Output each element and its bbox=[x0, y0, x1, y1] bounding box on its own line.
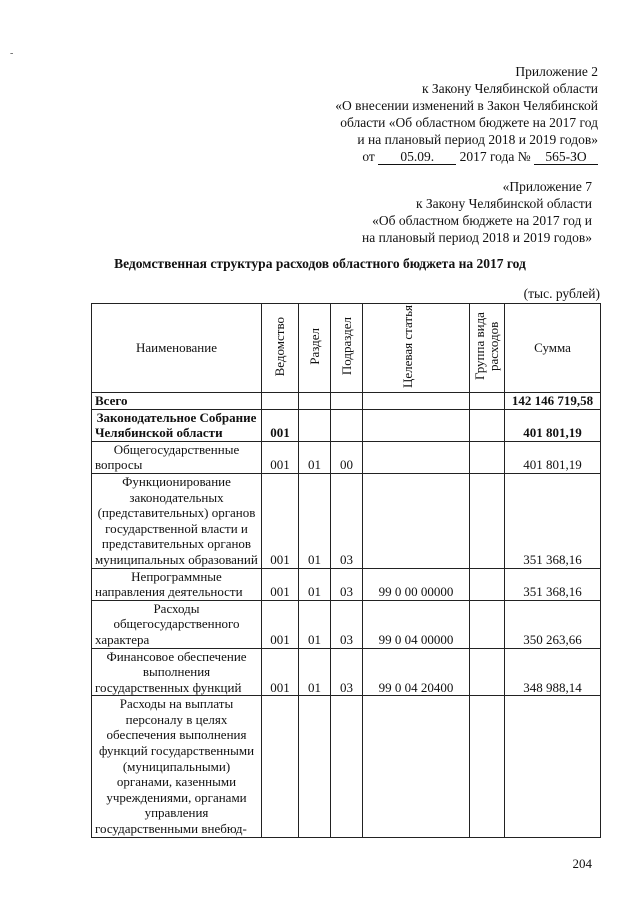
row-celevaya bbox=[363, 473, 470, 568]
row-summa bbox=[505, 696, 601, 837]
row-gruppa bbox=[470, 600, 505, 648]
col-header-celevaya-label: Целевая статья bbox=[400, 304, 415, 388]
row-ved: 001 bbox=[262, 600, 299, 648]
date-value: 05.09. bbox=[378, 150, 456, 165]
table-header bbox=[92, 304, 601, 393]
table-row bbox=[92, 473, 601, 568]
header-line: области «Об областном бюджете на 2017 год bbox=[340, 115, 598, 130]
header-line: к Закону Челябинской области bbox=[421, 81, 598, 96]
row-summa: 401 801,19 bbox=[505, 441, 601, 473]
row-summa: 401 801,19 bbox=[505, 409, 601, 441]
row-name: Расходы на выплаты персоналу в целях обеспечения выполнения функций государственными (муниципальными) органами, казенными учреждениями, органами управления государственными внебюд- bbox=[92, 696, 262, 837]
row-razdel bbox=[299, 393, 331, 410]
row-name: Финансовое обеспечение выполнения государственных функций bbox=[92, 648, 262, 696]
row-celevaya bbox=[363, 409, 470, 441]
row-ved: 001 bbox=[262, 409, 299, 441]
row-podrazdel bbox=[331, 696, 363, 837]
header-line: Приложение 2 bbox=[515, 64, 598, 79]
header-line: и на плановый период 2018 и 2019 годов» bbox=[357, 132, 598, 147]
col-header-name: Наименование bbox=[92, 304, 262, 393]
row-name: Функционирование законодательных (представительных) органов государственной власти и представительных органов муниципальных образований bbox=[92, 473, 262, 568]
row-ved: 001 bbox=[262, 473, 299, 568]
row-summa: 351 368,16 bbox=[505, 473, 601, 568]
date-mid: 2017 года № bbox=[459, 149, 531, 164]
row-celevaya: 99 0 04 00000 bbox=[363, 600, 470, 648]
col-header-podrazdel bbox=[331, 304, 363, 393]
units-label: (тыс. рублей) bbox=[523, 286, 600, 301]
row-gruppa bbox=[470, 409, 505, 441]
row-gruppa bbox=[470, 568, 505, 600]
row-razdel: 01 bbox=[299, 568, 331, 600]
law-date-line bbox=[335, 148, 598, 165]
row-razdel: 01 bbox=[299, 648, 331, 696]
row-name: Расходы общегосударственного характера bbox=[92, 600, 262, 648]
row-podrazdel bbox=[331, 409, 363, 441]
row-summa: 350 263,66 bbox=[505, 600, 601, 648]
row-gruppa bbox=[470, 648, 505, 696]
row-ved bbox=[262, 393, 299, 410]
row-ved: 001 bbox=[262, 648, 299, 696]
col-header-vedomstvo bbox=[262, 304, 299, 393]
row-podrazdel: 03 bbox=[331, 648, 363, 696]
header-line: к Закону Челябинской области bbox=[415, 196, 592, 211]
row-podrazdel: 03 bbox=[331, 568, 363, 600]
table-row bbox=[92, 393, 601, 410]
row-celevaya bbox=[363, 441, 470, 473]
row-podrazdel: 03 bbox=[331, 600, 363, 648]
row-summa: 348 988,14 bbox=[505, 648, 601, 696]
row-celevaya bbox=[363, 393, 470, 410]
table-row bbox=[92, 600, 601, 648]
row-ved: 001 bbox=[262, 568, 299, 600]
col-header-vedomstvo-label: Ведомство bbox=[272, 316, 287, 376]
row-podrazdel: 03 bbox=[331, 473, 363, 568]
row-name: Всего bbox=[92, 393, 262, 410]
col-header-razdel bbox=[299, 304, 331, 393]
row-summa: 142 146 719,58 bbox=[505, 393, 601, 410]
col-header-celevaya bbox=[363, 304, 470, 393]
col-header-podrazdel-label: Подраздел bbox=[338, 317, 354, 376]
header-line: «Приложение 7 bbox=[502, 179, 592, 194]
row-celevaya: 99 0 00 00000 bbox=[363, 568, 470, 600]
table-row bbox=[92, 568, 601, 600]
row-gruppa bbox=[470, 696, 505, 837]
row-razdel bbox=[299, 696, 331, 837]
budget-table bbox=[91, 303, 601, 838]
row-podrazdel: 00 bbox=[331, 441, 363, 473]
appendix-header bbox=[335, 63, 598, 165]
row-razdel: 01 bbox=[299, 600, 331, 648]
row-celevaya bbox=[363, 696, 470, 837]
table-row bbox=[92, 696, 601, 837]
table-row bbox=[92, 648, 601, 696]
row-razdel: 01 bbox=[299, 441, 331, 473]
row-name: Непрограммные направления деятельности bbox=[92, 568, 262, 600]
row-gruppa bbox=[470, 473, 505, 568]
row-razdel bbox=[299, 409, 331, 441]
header-line: «Об областном бюджете на 2017 год и bbox=[372, 213, 592, 228]
header-line: на плановый период 2018 и 2019 годов» bbox=[361, 230, 592, 245]
row-gruppa bbox=[470, 441, 505, 473]
page-title: Ведомственная структура расходов областного бюджета на 2017 год bbox=[114, 256, 526, 271]
col-header-razdel-label: Раздел bbox=[306, 327, 322, 365]
date-prefix: от bbox=[362, 149, 375, 164]
row-razdel: 01 bbox=[299, 473, 331, 568]
row-podrazdel bbox=[331, 393, 363, 410]
col-header-gruppa bbox=[470, 304, 505, 393]
col-header-summa: Сумма bbox=[505, 304, 601, 393]
row-gruppa bbox=[470, 393, 505, 410]
row-name: Общегосударственные вопросы bbox=[92, 441, 262, 473]
header-line: «О внесении изменений в Закон Челябинской bbox=[335, 98, 598, 113]
appendix7-header bbox=[362, 178, 592, 246]
table-row bbox=[92, 441, 601, 473]
row-ved bbox=[262, 696, 299, 837]
row-ved: 001 bbox=[262, 441, 299, 473]
row-summa: 351 368,16 bbox=[505, 568, 601, 600]
law-number: 565-ЗО bbox=[534, 150, 598, 165]
table-row bbox=[92, 409, 601, 441]
margin-mark: - bbox=[10, 48, 14, 59]
page-number: 204 bbox=[572, 856, 592, 871]
col-header-gruppa-label: Группа вида расходов bbox=[472, 312, 501, 381]
row-celevaya: 99 0 04 20400 bbox=[363, 648, 470, 696]
row-name: Законодательное Собрание Челябинской области bbox=[92, 409, 262, 441]
